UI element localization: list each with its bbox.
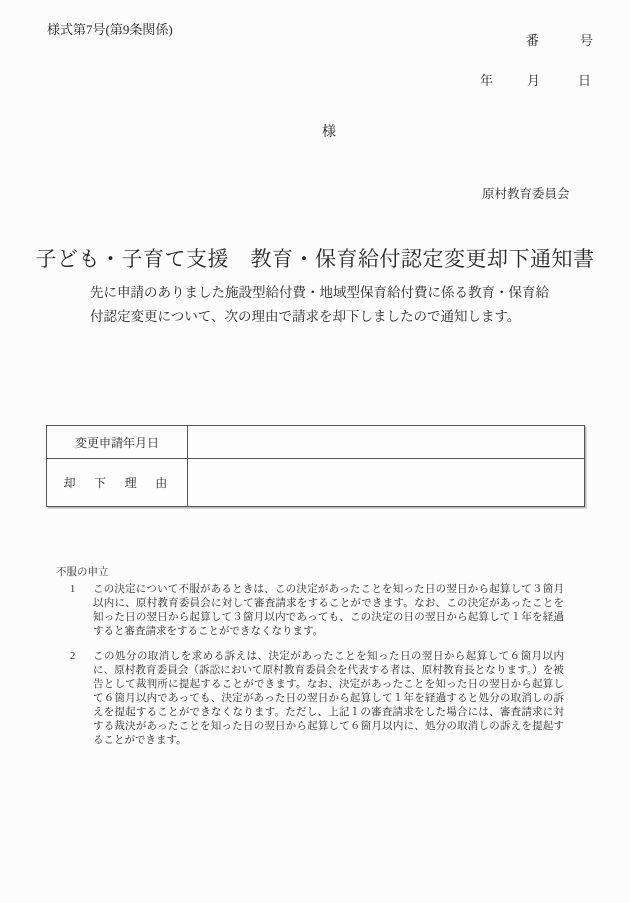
date-label-year: 年 <box>480 73 494 88</box>
appeal-note-2-text: この処分の取消しを求める訴えは、決定があったことを知った日の翌日から起算して６箇月以内に、原村教育委員会（訴訟において原村教育委員会を代表する者は、原村教育長となります。）を被告として裁判所に提起することができます。なお、決定があったことを知った日の翌日から起算して６箇月以内であっても、決定があった日の翌日から起算して１年を経過すると処分の取消しの訴えを提起することができなくなります。ただし、上記１の審査請求をした場合には、審査請求に対する裁決があったことを知った日の翌日から起算して６箇月以内に、処分の取消しの訴えを提起することができます。 <box>93 651 564 746</box>
doc-number-label-ban: 番 <box>526 33 540 48</box>
doc-number-label-gou: 号 <box>580 33 594 48</box>
form-number-label: 様式第7号(第9条関係) <box>47 22 173 37</box>
appeal-note-2-number: 2 <box>70 651 76 662</box>
appeal-note-2 <box>56 650 564 748</box>
document-title: 子ども・子育て支援 教育・保育給付認定変更却下通知書 <box>35 247 595 271</box>
table-label-change-application-date: 変更申請年月日 <box>47 426 188 459</box>
appeal-note-1-number: 1 <box>70 584 76 595</box>
table-value-change-application-date <box>188 426 584 459</box>
appeal-note-1 <box>56 583 564 639</box>
date-label-day: 日 <box>578 73 592 88</box>
notice-body-paragraph: 先に申請のありました施設型給付費・地域型保育給付費に係る教育・保育給付認定変更について、次の理由で請求を却下しましたので通知します。 <box>90 285 549 324</box>
table-value-rejection-reason <box>188 459 584 506</box>
notice-table <box>46 425 585 507</box>
addressee-suffix: 様 <box>322 125 336 140</box>
appeal-notes-heading: 不服の申立 <box>56 567 109 578</box>
appeal-notes-section <box>56 566 564 748</box>
appeal-note-1-text: この決定について不服があるときは、この決定があったことを知った日の翌日から起算して３箇月以内に、原村教育委員会に対して審査請求をすることができます。なお、この決定があったことを知った日の翌日から起算して３箇月以内であっても、この決定の日の翌日から起算して１年を経過すると審査請求をすることができなくなります。 <box>93 584 564 637</box>
table-label-rejection-reason: 却 下 理 由 <box>47 459 188 506</box>
issuer-name: 原村教育委員会 <box>482 187 570 201</box>
date-label-month: 月 <box>527 73 541 88</box>
